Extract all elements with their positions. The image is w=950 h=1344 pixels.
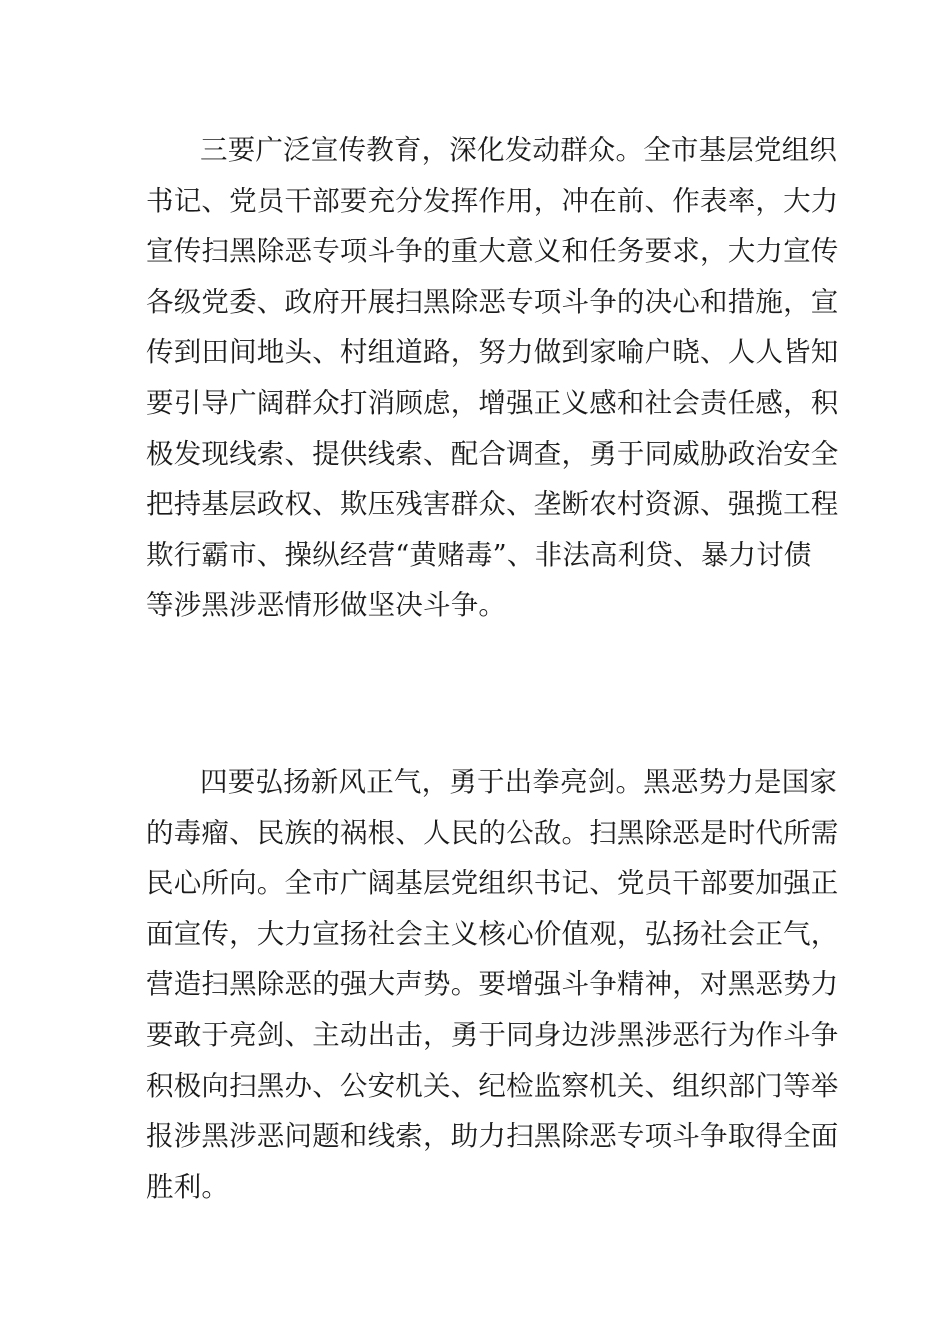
- paragraph-line: 宣传扫黑除恶专项斗争的重大意义和任务要求，大力宣传: [146, 235, 839, 268]
- paragraph-line: 传到田间地头、村组道路，努力做到家喻户晓、人人皆知: [146, 336, 839, 369]
- paragraph-publicity-education: [146, 125, 839, 631]
- paragraph-line: 要敢于亮剑、主动出击，勇于同身边涉黑涉恶行为作斗争: [146, 1018, 839, 1051]
- paragraph-line: 书记、党员干部要充分发挥作用，冲在前、作表率，大力: [146, 184, 839, 217]
- paragraph-line: 营造扫黑除恶的强大声势。要增强斗争精神，对黑恶势力: [146, 968, 839, 1001]
- paragraph-line: 欺行霸市、操纵经营“黄赌毒”、非法高利贷、暴力讨债: [146, 538, 812, 571]
- paragraph-line: 三要广泛宣传教育，深化发动群众。全市基层党组织: [200, 134, 838, 166]
- paragraph-line: 的毒瘤、民族的祸根、人民的公敌。扫黑除恶是时代所需: [146, 816, 839, 849]
- paragraph-line: 胜利。: [146, 1170, 230, 1203]
- paragraph-line: 要引导广阔群众打消顾虑，增强正义感和社会责任感，积: [146, 386, 839, 419]
- paragraph-line: 极发现线索、提供线索、配合调查，勇于同威胁政治安全: [146, 437, 839, 470]
- paragraph-line: 面宣传，大力宣扬社会主义核心价值观，弘扬社会正气，: [146, 917, 839, 950]
- paragraph-line: 民心所向。全市广阔基层党组织书记、党员干部要加强正: [146, 867, 839, 900]
- paragraph-line: 报涉黑涉恶问题和线索，助力扫黑除恶专项斗争取得全面: [146, 1120, 839, 1153]
- paragraph-line: 各级党委、政府开展扫黑除恶专项斗争的决心和措施，宣: [146, 285, 839, 318]
- paragraph-line: 等涉黑涉恶情形做坚决斗争。: [146, 589, 507, 622]
- paragraph-new-atmosphere: [146, 757, 839, 1212]
- paragraph-line: 把持基层政权、欺压残害群众、垄断农村资源、强揽工程: [146, 488, 839, 521]
- paragraph-line: 四要弘扬新风正气，勇于出拳亮剑。黑恶势力是国家: [200, 766, 838, 798]
- paragraph-line: 积极向扫黑办、公安机关、纪检监察机关、组织部门等举: [146, 1069, 839, 1102]
